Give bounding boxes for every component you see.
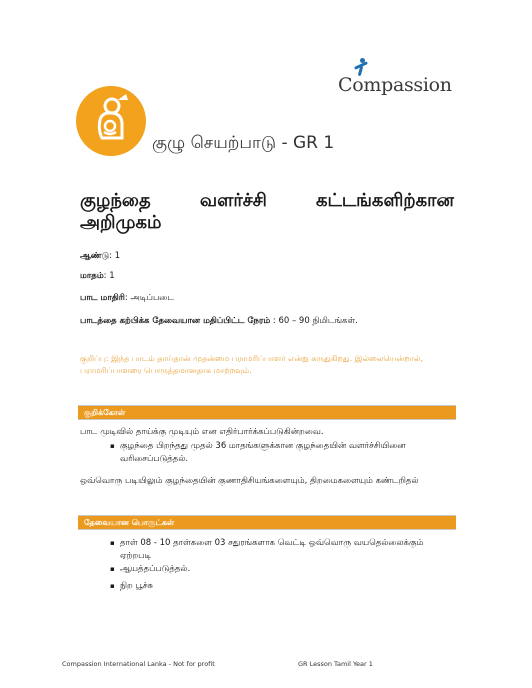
material-2-line-1: ஆயத்தப்படுத்தல். [120,564,191,574]
year-row [80,251,120,262]
footer-left: Compassion International Lanka - Not for profit [62,660,215,668]
material-3-line-1: நிற பூச்சு [120,581,153,591]
bullet-icon: ▪ [110,582,115,590]
model-row [80,293,174,304]
note-line-1: குறிப்பு: இந்த பாடம் தாய்தான் முதன்மை பராமரிப்பாளர் என்று கருதுகிறது. இல்லையென்றால், [80,354,424,363]
materials-heading: தேவையான பொருட்கள் [84,518,175,527]
material-1-line-2: ஏற்றபடி [120,551,152,561]
year-value: : 1 [109,251,121,261]
year-label: ஆண்டு [80,251,110,261]
objectives-header [78,405,456,420]
bullet-icon: ▪ [110,442,115,450]
time-label: பாடத்தை கற்பிக்க தேவையான மதிப்பிட்ட நேரம் [80,316,271,326]
objectives-heading: குறிக்கோள் [84,408,126,417]
material-1-line-1: தாள் 08 - 10 தாள்களை 03 சதுரங்களாக வெட்டி ஒவ்வொரு வயதெல்லைக்கும் [120,538,424,548]
group-activity-title: குழு செயற்பாடு - GR 1 [152,133,335,153]
objective-line-1: குழந்தை பிறந்தது முதல் 36 மாதங்களுக்கான குழந்தையின் வளர்ச்சியினை [120,441,406,451]
objectives-intro: பாட முடிவில் தாய்க்கு முடியும் என எதிர்பார்க்கப்படுகின்றவை. [80,427,324,437]
objective-line-2: வரிசைப்படுத்தல். [120,454,189,464]
footer-right: GR Lesson Tamil Year 1 [298,660,373,668]
title-word-1: குழந்தை [80,190,151,211]
mother-child-icon [76,86,146,156]
logo-text: Compassion [338,74,452,96]
compassion-logo [338,58,458,98]
note-text [80,353,460,377]
time-row [80,316,358,327]
materials-header [78,515,456,530]
title-word-2: வளர்ச்சி [199,190,267,211]
bullet-icon: ▪ [110,565,115,573]
month-row [80,271,115,282]
month-value: : 1 [103,271,115,281]
time-value: : 60 – 90 நிமிடங்கள். [270,316,358,326]
note-line-2: பராமரிப்பாளரை பொருத்தமானதாக மாற்றவும். [80,366,252,375]
month-label: மாதம் [80,271,104,281]
lesson-title [80,190,454,234]
title-word-3: கட்டங்களிற்கான [316,190,454,211]
model-value: : அடிப்படை [124,293,175,303]
model-label: பாட மாதிரி [80,293,125,303]
objectives-closing: ஒவ்வொரு படியிலும் குழந்தையின் குணாதிசியங்களையும், திறமைகளையும் கண்டறிதல் [80,476,419,486]
bullet-icon: ▪ [110,539,115,547]
title-line-2: அறிமுகம் [80,212,162,233]
